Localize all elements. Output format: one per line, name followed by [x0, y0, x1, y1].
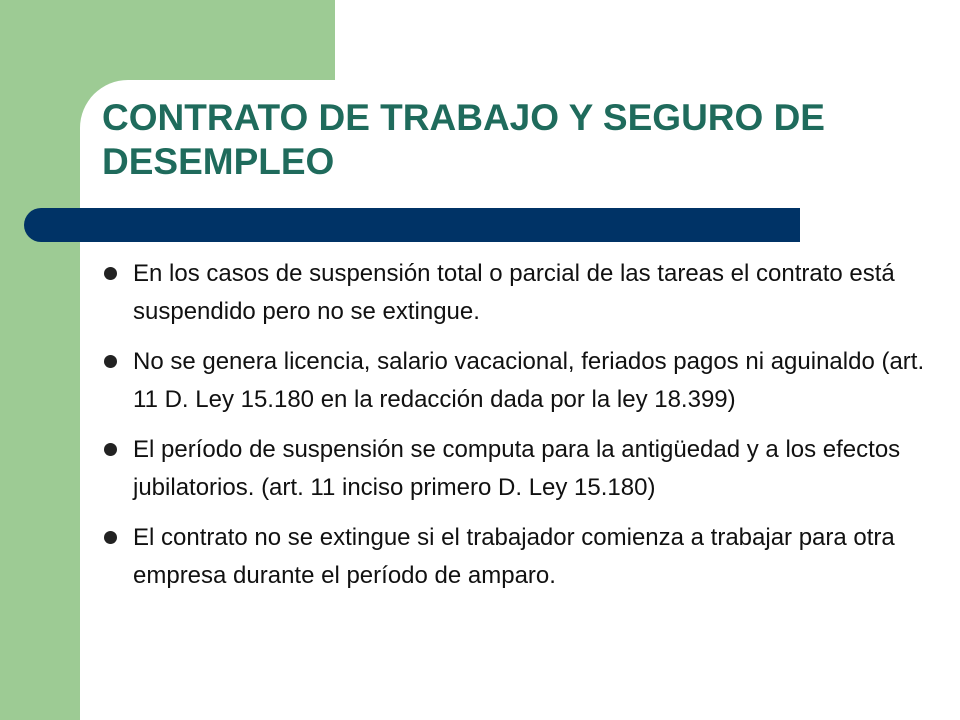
bullet-item [104, 519, 934, 595]
bullet-text: No se genera licencia, salario vacacional, feriados pagos ni aguinaldo (art. 11 D. Ley 15.180 en la redacción dada por la ley 18.399) [133, 348, 925, 413]
bullet-dot-icon [104, 267, 117, 280]
bullet-dot-icon [104, 355, 117, 368]
bullet-text: En los casos de suspensión total o parcial de las tareas el contrato está suspendido pero no se extingue. [133, 260, 895, 325]
bullet-item [104, 255, 934, 331]
bullet-item [104, 343, 934, 419]
slide-title: CONTRATO DE TRABAJO Y SEGURO DE DESEMPLEO [102, 97, 825, 182]
bullet-text: El contrato no se extingue si el trabajador comienza a trabajar para otra empresa durante el período de amparo. [133, 524, 895, 589]
bullet-item [104, 431, 934, 507]
bullet-dot-icon [104, 531, 117, 544]
bullet-list [104, 255, 934, 607]
bullet-dot-icon [104, 443, 117, 456]
bullet-text: El período de suspensión se computa para la antigüedad y a los efectos jubilatorios. (art. 11 inciso primero D. Ley 15.180) [133, 436, 901, 501]
title-underline-bar [24, 208, 800, 242]
